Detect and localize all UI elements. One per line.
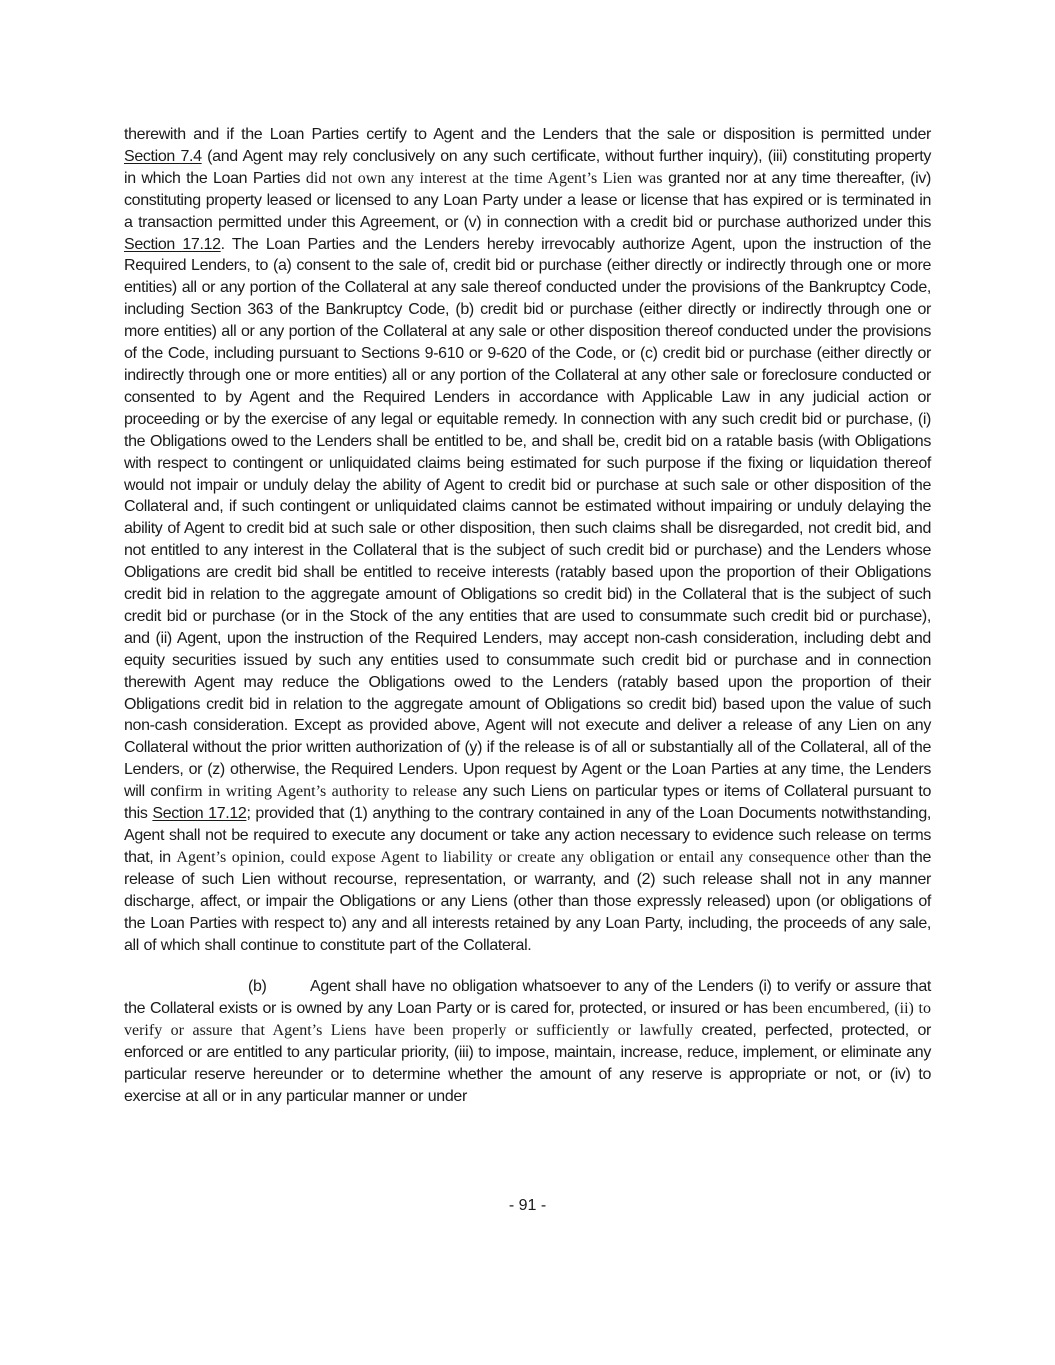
text-run: ; provided that (1) anything to the contrary contained in any of the Loan Documents notwithstanding, Agent shall not be required to execute any document or take any action necessary to evidence such release on terms that, in	[124, 805, 931, 866]
text-run: created, perfected, protected, or enforced or are entitled to any particular priority, (iii) to impose, maintain, increase, reduce, implement, or eliminate any particular reserve hereunder or to determine whether the amount of any reserve is appropriate or not, or (iv) to exercise at all or in any particular manner or under	[124, 1022, 932, 1105]
clause-label: (b)	[248, 978, 267, 996]
text-run: did not own any interest at the time Agent’s Lien was	[305, 169, 663, 187]
text-run: . The Loan Parties and the Lenders hereby irrevocably authorize Agent, upon the instruction of the Required Lenders, to (a) consent to the sale of, credit bid or purchase (either directly or indirectly through one or more entities) all or any portion of the Collateral at any sale thereof conducted under the provisions of the Bankruptcy Code, including Section 363 of the Bankruptcy Code, (b) credit bid or purchase (either directly or indirectly through one or more entities) all or any portion of the Collateral at any sale or other disposition thereof conducted under the provisions of the Code, including pursuant to Sections 9-610 or 9-620 of the Code, or (c) credit bid or purchase (either directly or indirectly through one or more entities) all or any portion of the Collateral at any other sale or foreclosure conducted or consented to by Agent and the Required Lenders in accordance with Applicable Law in any judicial action or proceeding or by the exercise of any legal or equitable remedy. In connection with any such credit bid or purchase, (i) the Obligations owed to the Lenders shall be entitled to be, and shall be, credit bid on a ratable basis (with Obligations with respect to contingent or unliquidated claims being estimated for such purpose if the fixing or liquidation thereof would not impair or unduly delay the ability of Agent to credit bid or purchase at such sale or other disposition of the Collateral and, if such contingent or unliquidated claims cannot be estimated without impairing or unduly delaying the ability of Agent to credit bid at such sale or other disposition, then such claims shall be disregarded, not credit bid, and not entitled to any interest in the Collateral that is the subject of such credit bid or purchase) and the Lenders whose Obligations are credit bid shall be entitled to receive interests (ratably based upon the proportion of their Obligations credit bid in relation to the aggregate amount of Obligations so credit bid) in the Collateral that is the subject of such credit bid or purchase (or in the Stock of the any entities that are used to consummate such credit bid or purchase), and (ii) Agent, upon the instruction of the Required Lenders, may accept non-cash consideration, including debt and equity securities issued by such any entities used to consummate such credit bid or purchase and in connection therewith Agent may reduce the Obligations owed to the Lenders (ratably based upon the proportion of their Obligations credit bid in relation to the aggregate amount of Obligations so credit bid) based upon the value of such non-cash consideration. Except as provided above, Agent will not execute and deliver a release of any Lien on any Collateral without the prior written authorization of (y) if the release is of all or substantially all of the Collateral, all of the Lenders, or (z) otherwise, the Required Lenders. Upon request by Agent or the Loan Parties at any time, the Lenders will con	[124, 235, 931, 801]
text-run: therewith and if the Loan Parties certify to Agent and the Lenders that the sale or disposition is permitted under	[124, 126, 931, 143]
document-page	[124, 124, 931, 1108]
text-run: Agent’s opinion, could expose Agent to liability or create any obligation or entail any consequence other	[176, 848, 869, 866]
page-number: - 91 -	[508, 1197, 547, 1214]
text-run: than the release of such Lien without recourse, representation, or warranty, and (2) such release shall not in any manner discharge, affect, or impair the Obligations or any Liens (other than those expressly released) upon (or obligations of the Loan Parties with respect to) any and all interests retained by any Loan Party, including, the proceeds of any sale, all of which shall continue to constitute part of the Collateral.	[124, 848, 931, 954]
section-reference: Section 17.12	[152, 805, 247, 823]
section-reference: Section 7.4	[124, 147, 202, 165]
text-run: granted nor at any time thereafter, (iv) constituting property leased or licensed to any Loan Party under a lease or license that has expired or is terminated in a transaction permitted under this Agreement, or (v) in connection with a credit bid or purchase authorized under this	[124, 169, 931, 231]
text-run: any such Liens on particular types or items of Collateral pursuant to this	[124, 783, 932, 823]
text-run: been encumbered, (ii) to verify or assure that Agent’s Liens have been properly or sufficiently or lawfully	[124, 1000, 932, 1040]
text-run: Agent shall have no obligation whatsoever to any of the Lenders (i) to verify or assure that the Collateral exists or is owned by any Loan Party or is cared for, protected, or insured or has	[124, 978, 931, 1018]
text-run: (and Agent may rely conclusively on any such certificate, without further inquiry), (iii) constituting property in which the Loan Parties	[124, 147, 931, 187]
text-run: firm in writing Agent’s authority to release	[175, 783, 458, 801]
paragraph-continuation	[124, 124, 931, 956]
paragraph-b	[124, 976, 931, 1107]
section-reference: Section 17.12	[124, 235, 221, 253]
